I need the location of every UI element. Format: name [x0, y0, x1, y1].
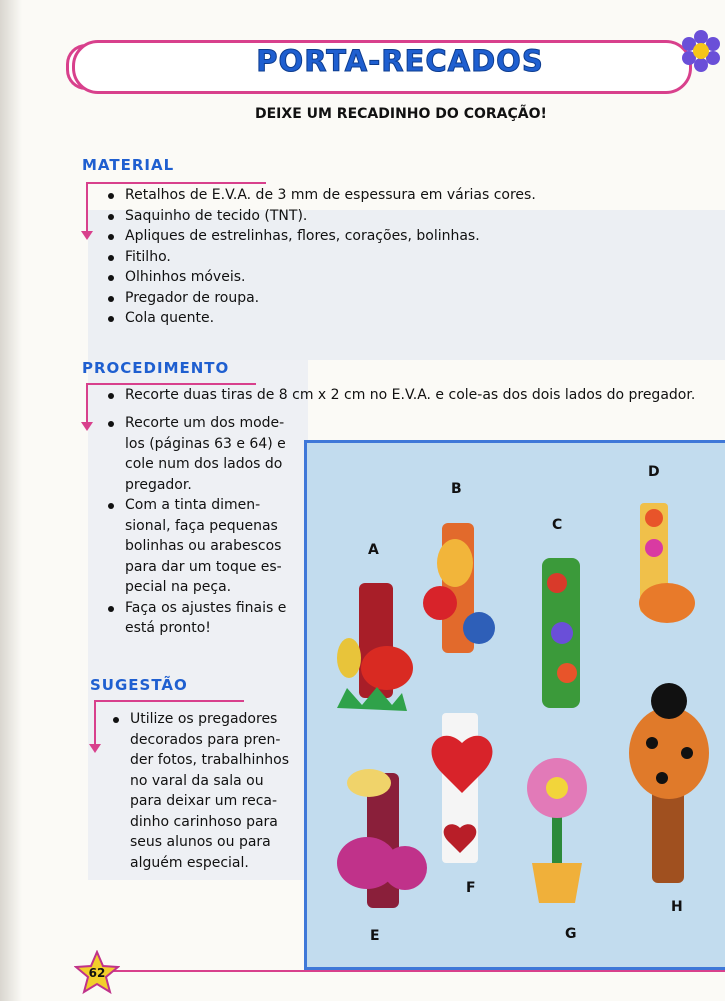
arrow-down-icon	[89, 744, 101, 753]
material-item: Saquinho de tecido (TNT).	[103, 206, 703, 227]
craft-c	[542, 558, 580, 708]
craft-photo	[304, 440, 725, 970]
photo-label-a: A	[368, 542, 379, 558]
material-item: Olhinhos móveis.	[103, 267, 703, 288]
sugestao-list	[108, 709, 303, 873]
material-item: Cola quente.	[103, 308, 703, 329]
material-list	[103, 185, 703, 329]
procedimento-heading: PROCEDIMENTO	[82, 359, 230, 377]
photo-label-d: D	[648, 464, 660, 480]
procedimento-step: Recorte um dos mode- los (páginas 63 e 64) e cole num dos lados do pregador.	[103, 413, 303, 495]
photo-label-b: B	[451, 481, 462, 497]
material-item: Fitilho.	[103, 247, 703, 268]
sugestao-arrow-line	[94, 700, 96, 745]
material-item: Apliques de estrelinhas, flores, corações, bolinhas.	[103, 226, 703, 247]
material-item: Pregador de roupa.	[103, 288, 703, 309]
craft-f	[432, 713, 493, 863]
craft-g	[527, 758, 587, 903]
procedimento-step: Recorte duas tiras de 8 cm x 2 cm no E.V.A. e cole-as dos dois lados do pregador.	[103, 385, 718, 406]
sugestao-heading-rule	[94, 700, 244, 702]
material-heading-rule	[86, 182, 266, 184]
photo-label-f: F	[466, 880, 476, 896]
craft-photo-illustration	[307, 443, 725, 970]
procedimento-first-step	[103, 385, 718, 406]
material-arrow-line	[86, 182, 88, 232]
flower-icon	[680, 30, 722, 72]
sugestao-heading: SUGESTÃO	[90, 676, 188, 694]
material-heading: MATERIAL	[82, 156, 175, 174]
page-gutter-shade	[0, 0, 22, 1001]
photo-label-h: H	[671, 899, 683, 915]
sugestao-item: Utilize os pregadores decorados para pren- der fotos, trabalhinhos no varal da sala ou para deixar um reca- dinho carinhoso para seus alunos ou para alguém especial.	[108, 709, 303, 873]
craft-e	[337, 769, 427, 908]
craft-h	[629, 683, 709, 883]
page-number: 62	[88, 966, 106, 980]
arrow-down-icon	[81, 231, 93, 240]
craft-a	[337, 583, 413, 711]
photo-label-c: C	[552, 517, 563, 533]
craft-d	[639, 503, 695, 623]
page-title: PORTA-RECADOS	[256, 44, 544, 78]
procedimento-arrow-line	[86, 383, 88, 423]
procedimento-list	[103, 413, 303, 639]
procedimento-step: Faça os ajustes finais e está pronto!	[103, 598, 303, 639]
material-item: Retalhos de E.V.A. de 3 mm de espessura em várias cores.	[103, 185, 703, 206]
footer-rule	[110, 970, 725, 972]
arrow-down-icon	[81, 422, 93, 431]
craft-b	[423, 523, 495, 653]
page-subtitle: DEIXE UM RECADINHO DO CORAÇÃO!	[255, 106, 547, 122]
photo-label-g: G	[565, 926, 577, 942]
photo-label-e: E	[370, 928, 380, 944]
procedimento-step: Com a tinta dimen- sional, faça pequenas bolinhas ou arabescos para dar um toque es- pecial na peça.	[103, 495, 303, 598]
